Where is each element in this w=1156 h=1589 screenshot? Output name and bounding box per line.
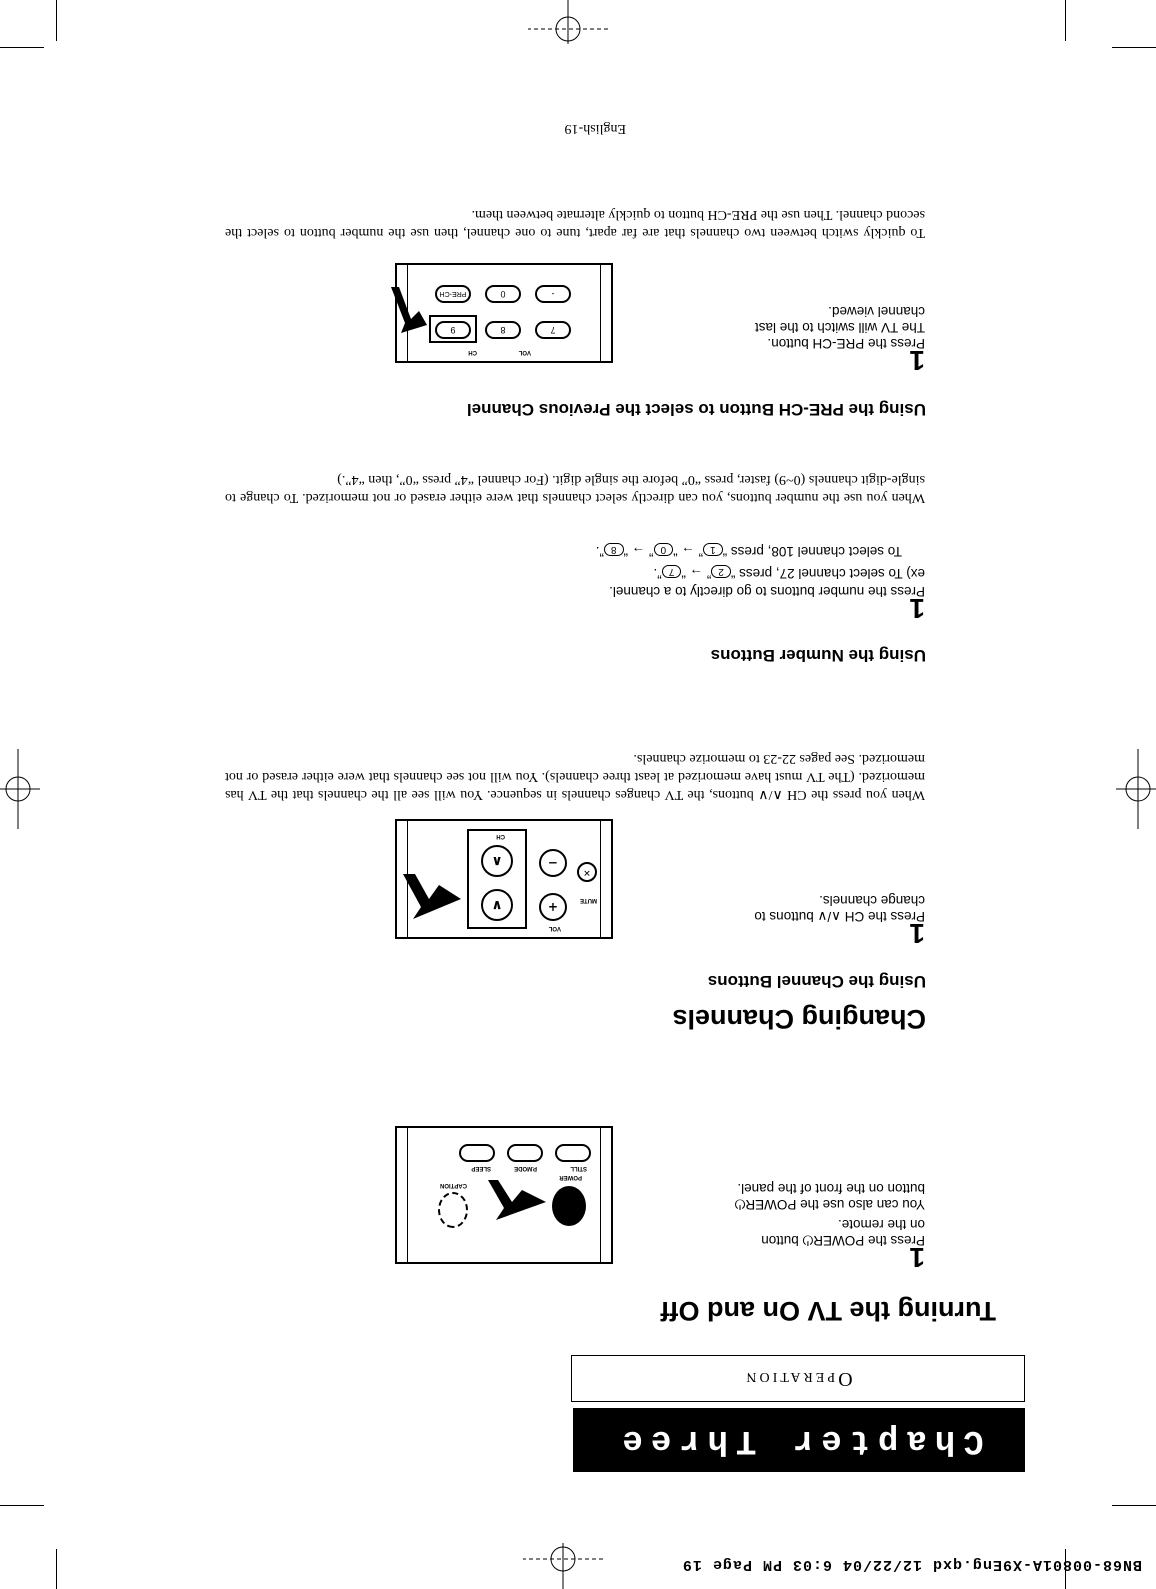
key-dash-icon: - <box>535 285 571 303</box>
still-button-icon <box>555 1144 591 1162</box>
crop-mark <box>0 1505 44 1506</box>
volume-up-icon: + <box>539 893 567 921</box>
number-key-icon: 0 <box>654 543 674 556</box>
step-number: 1 <box>909 345 925 376</box>
number-key-icon: 8 <box>604 543 624 556</box>
step-text <box>225 541 925 599</box>
caption-button-icon <box>438 1192 468 1228</box>
step-line: You can also use the POWER⏻ <box>734 1197 925 1212</box>
example-text: To select channel 27, press “ <box>730 566 903 581</box>
file-slug: BN68-00801A-X9Eng.qxd 12/22/04 6:03 PM Page 19 <box>681 1556 1142 1573</box>
step-text <box>665 1180 925 1248</box>
subheading-pre-ch: Using the PRE-CH Button to select the Previous Channel <box>466 400 926 419</box>
page-footer: English-19 <box>564 121 626 136</box>
heading-changing-channels: Changing Channels <box>672 1004 926 1034</box>
example-text: ”. <box>653 566 662 581</box>
subheading-channel-buttons: Using the Channel Buttons <box>707 972 926 991</box>
volume-down-icon: − <box>539 849 567 877</box>
example-text: ” → “ <box>673 544 704 559</box>
pre-ch-body: To quickly switch between two channels that are far apart, tune to one channel, then use the number button to select the second channel. Then use the PRE-CH button to quickly alternate between them. <box>225 207 925 240</box>
number-key-icon: 1 <box>703 543 723 556</box>
remote-illustration-power <box>395 1126 613 1264</box>
power-button-icon <box>552 1186 586 1226</box>
step-line: Press the CH ∧/∨ buttons to <box>754 909 925 924</box>
example-text: To select channel 108, press “ <box>722 544 902 559</box>
remote-label: CH <box>496 833 505 839</box>
pointer-arrow-icon <box>486 1180 546 1220</box>
remote-label: VOL <box>518 349 531 355</box>
remote-illustration-channel <box>395 819 613 939</box>
crop-mark <box>0 47 44 48</box>
channel-up-icon: ∧ <box>481 845 513 877</box>
registration-target-icon <box>0 744 40 834</box>
step-line: Press the PRE-CH button. <box>767 336 925 351</box>
number-key-icon: 2 <box>711 565 731 578</box>
crop-mark <box>1065 0 1066 41</box>
subheading-number-buttons: Using the Number Buttons <box>710 646 926 665</box>
remote-label: MUTE <box>580 897 597 903</box>
step-number: 1 <box>909 918 925 949</box>
section-label <box>571 1355 1025 1402</box>
example-prefix: ex) <box>906 566 925 581</box>
remote-label: STILL <box>570 1165 587 1171</box>
key-8-icon: 8 <box>485 321 521 339</box>
crop-mark <box>1112 47 1156 48</box>
step-line: The TV will switch to the last <box>754 320 925 335</box>
step-line: Press the number buttons to go directly to a channel. <box>609 584 925 599</box>
example-line-2 <box>225 541 925 559</box>
example-text: ” → “ <box>623 544 654 559</box>
remote-label: POWER <box>559 1174 582 1180</box>
step-line: on the remote. <box>837 1217 925 1232</box>
step-line: channel viewed. <box>828 304 925 319</box>
key-9-icon: 9 <box>435 321 471 339</box>
registration-target-icon <box>528 0 608 44</box>
channel-down-icon: ∨ <box>481 889 513 921</box>
mute-button-icon: ✕ <box>577 862 597 882</box>
key-7-icon: 7 <box>535 321 571 339</box>
number-buttons-body: When you use the number buttons, you can directly select channels that were either erased or not memorized. To change to single-digit channels (0~9) faster, press “0” before the single digit. (For channel “4” press “0”, then “4”.) <box>225 472 925 505</box>
step-text <box>665 303 925 351</box>
registration-target-icon <box>1116 744 1156 834</box>
crop-mark <box>1112 1505 1156 1506</box>
example-text: ”. <box>595 544 604 559</box>
number-key-icon: 7 <box>662 565 682 578</box>
heading-turning-on-text: Turning the TV On and Off <box>660 1296 996 1326</box>
crop-mark <box>56 1549 57 1589</box>
step-line: Press the POWER⏻ button <box>761 1233 925 1248</box>
remote-label: P.MODE <box>514 1165 537 1171</box>
key-0-icon: 0 <box>485 285 521 303</box>
pointer-arrow-icon <box>387 283 427 333</box>
pre-ch-button-icon: PRE-CH <box>435 285 471 303</box>
channel-buttons-body: When you press the CH ∧/∨ buttons, the TV changes channels in sequence. You will see all the channels that the TV has memorized. (The TV must have memorized at least three channels). You will not see channels that were either erased or not memorized. See pages 22-23 to memorize channels. <box>225 751 925 802</box>
step-number: 1 <box>909 593 925 624</box>
step-line: button on the front of the panel. <box>737 1181 925 1196</box>
step-number: 1 <box>909 1242 925 1273</box>
example-text: ” → “ <box>681 566 712 581</box>
crop-mark <box>56 0 57 41</box>
example-line-1 <box>225 563 925 581</box>
pmode-button-icon <box>507 1144 543 1162</box>
remote-label: VOL <box>548 925 561 931</box>
section-label-text: Operation <box>743 1368 853 1390</box>
remote-label: CH <box>468 349 477 355</box>
remote-label: CAPTION <box>440 1182 467 1188</box>
sleep-button-icon <box>459 1144 495 1162</box>
chapter-title: Chapter Three <box>573 1408 1025 1472</box>
step-text <box>665 892 925 924</box>
remote-illustration-prech <box>395 263 613 363</box>
remote-label: SLEEP <box>471 1165 491 1171</box>
pointer-arrow-icon <box>401 874 461 919</box>
registration-target-icon <box>523 1543 603 1589</box>
step-line: change channels. <box>819 893 925 908</box>
